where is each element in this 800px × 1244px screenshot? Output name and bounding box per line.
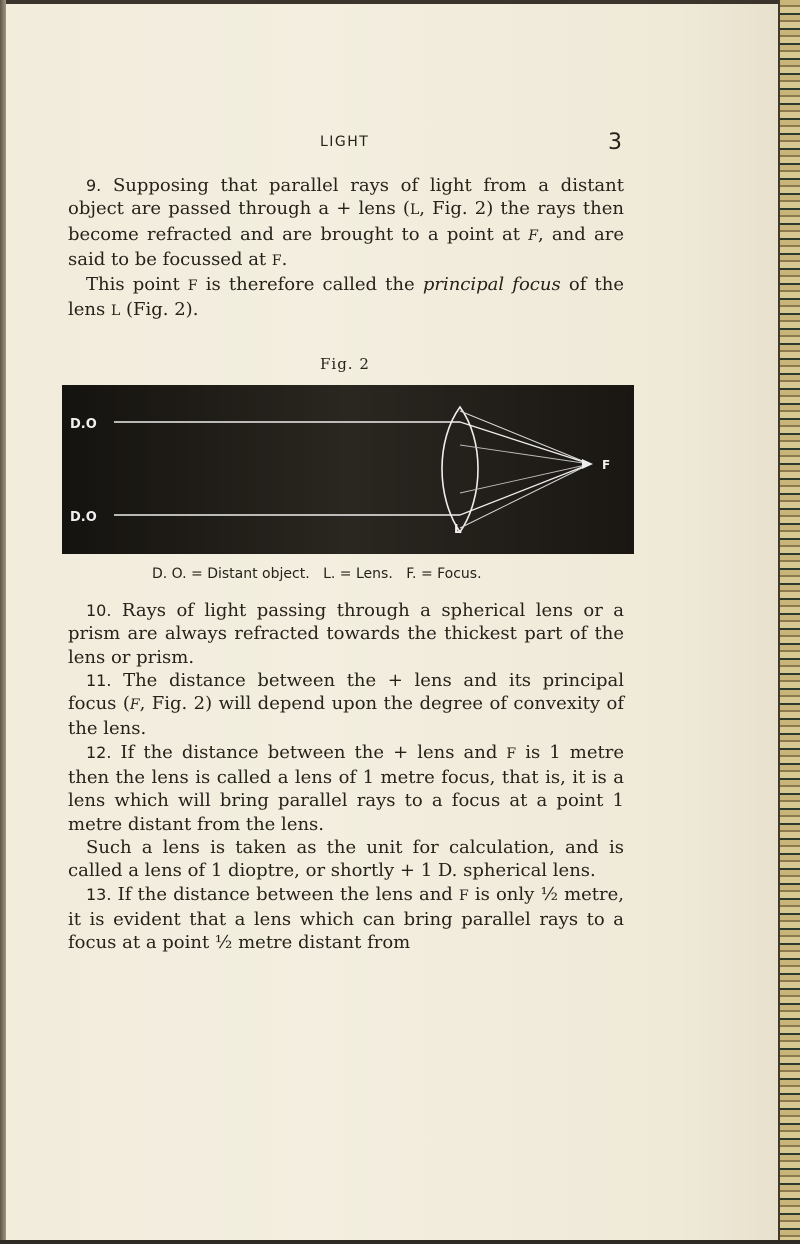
symbol-focus: F xyxy=(129,697,140,714)
paragraph-number: 9. xyxy=(86,176,102,195)
symbol-focus: F xyxy=(528,227,538,244)
symbol-focus: F xyxy=(271,252,282,269)
figure-caption xyxy=(152,566,632,582)
text-run: Supposing that parallel rays of light from a distant object are passed through a + lens ( xyxy=(68,175,624,220)
page-binding-shadow xyxy=(0,0,6,1244)
figure-label: Fig. 2 xyxy=(320,355,370,373)
text-run: The distance between the + lens and its principal focus ( xyxy=(68,669,624,715)
text-run: This point xyxy=(86,274,188,296)
paragraph-11 xyxy=(68,669,624,741)
figure-2-lens-diagram xyxy=(62,385,634,554)
paragraph-9-continued xyxy=(68,273,624,324)
page-top-edge xyxy=(0,0,800,4)
paragraph-number: 10. xyxy=(86,601,112,620)
paragraph-12 xyxy=(68,741,624,836)
label-distant-object-bottom: D.O xyxy=(70,510,97,525)
text-run: If the distance between the lens and xyxy=(117,883,459,905)
principal-focus-term: principal focus xyxy=(422,274,561,296)
figure-background xyxy=(62,385,634,554)
paragraph-number: 13. xyxy=(86,884,112,904)
symbol-focus: F xyxy=(187,278,198,295)
text-block-top xyxy=(68,174,624,324)
paragraph-9 xyxy=(68,174,624,273)
caption-focus: F. = Focus. xyxy=(406,566,482,582)
caption-lens: L. = Lens. xyxy=(323,566,393,582)
text-block-bottom xyxy=(68,599,624,954)
text-run: , Fig. 2) will depend upon the degree of convexity of the lens. xyxy=(68,693,624,740)
running-head-title: LIGHT xyxy=(320,134,370,150)
symbol-lens: L xyxy=(110,303,121,320)
page-bottom-edge xyxy=(0,1240,800,1244)
label-distant-object-top: D.O xyxy=(70,417,97,432)
symbol-lens: L xyxy=(409,202,420,219)
text-run: is only ½ metre, it is evident that a lens which can bring parallel rays to a focus at a point ½ metre distant from xyxy=(68,883,624,954)
text-run: of the lens xyxy=(68,274,625,321)
text-run: is therefore called the xyxy=(197,274,423,296)
paragraph-13 xyxy=(68,883,624,955)
paragraph-number: 11. xyxy=(86,670,112,690)
running-head xyxy=(0,130,800,158)
symbol-focus: F xyxy=(458,887,469,904)
text-run: Such a lens is taken as the unit for calculation, and is called a lens of 1 dioptre, or shortly + 1 D. spherical lens. xyxy=(68,836,624,882)
text-run: . xyxy=(281,248,288,270)
page-number: 3 xyxy=(608,130,622,155)
label-lens: L xyxy=(454,522,462,536)
book-fore-edge xyxy=(778,0,800,1244)
text-run: is 1 metre then the lens is called a lens of 1 metre focus, that is, it is a lens which will bring parallel rays to a focus at a point 1 metre distant from the lens. xyxy=(68,741,624,835)
text-run: , Fig. 2) the rays then become refracted and are brought to a point at xyxy=(68,198,624,245)
paragraph-12-continued xyxy=(68,836,624,883)
text-run: Rays of light passing through a spherical lens or a prism are always refracted towards the thickest part of the lens or prism. xyxy=(68,600,624,668)
lens-diagram-svg xyxy=(62,385,634,554)
caption-distant-object: D. O. = Distant object. xyxy=(152,566,310,582)
text-run: (Fig. 2). xyxy=(120,299,199,321)
paragraph-number: 12. xyxy=(86,742,112,762)
text-run: If the distance between the + lens and xyxy=(120,741,507,763)
label-focus: F xyxy=(602,458,611,472)
text-run: , and are said to be focussed at xyxy=(68,223,625,270)
paragraph-10 xyxy=(68,599,624,669)
symbol-focus: F xyxy=(506,745,517,762)
